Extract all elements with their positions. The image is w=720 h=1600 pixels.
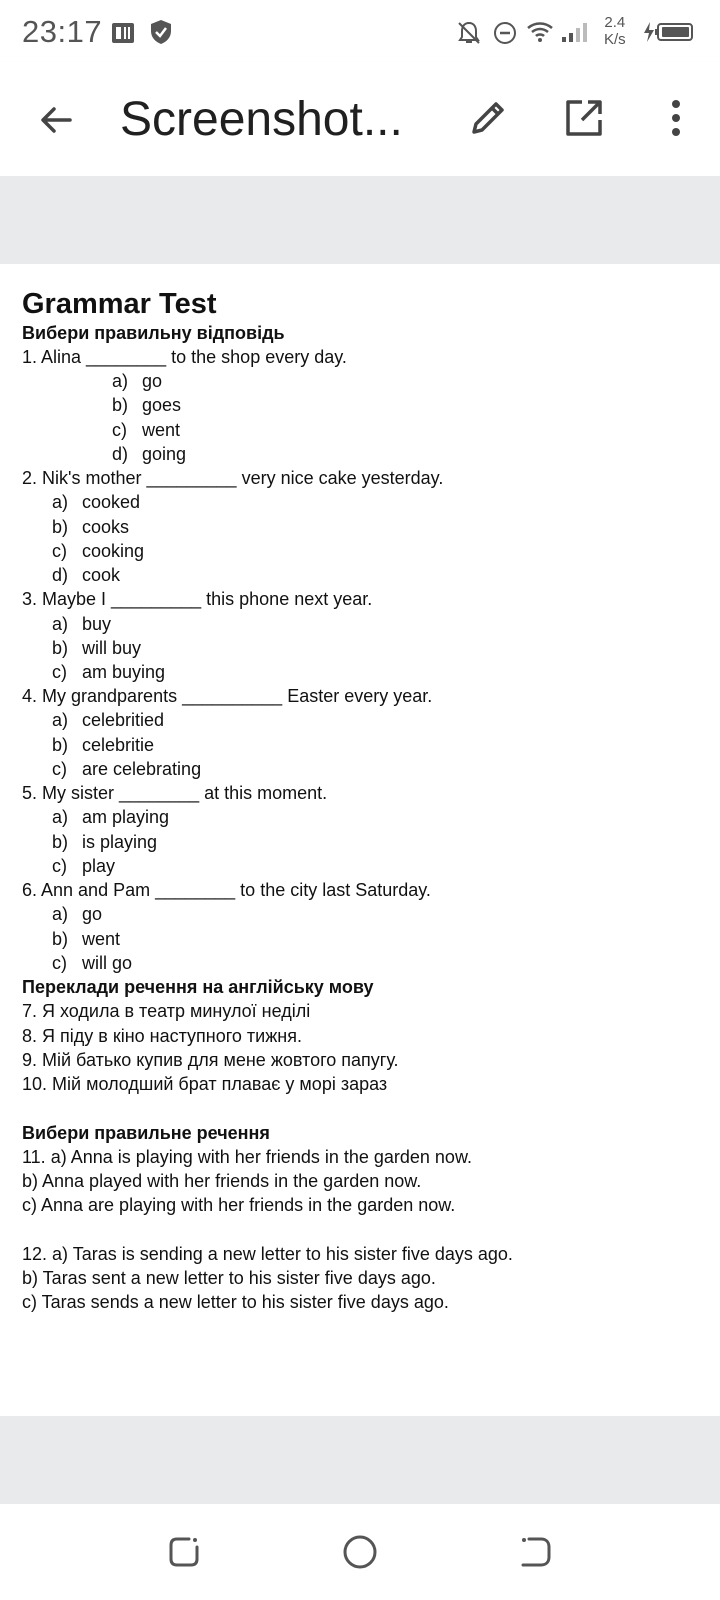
network-speed: 2.4 K/s bbox=[604, 14, 626, 48]
question-1: 1. Alina ________ to the shop every day. bbox=[22, 347, 347, 367]
option: c) am buying bbox=[52, 662, 166, 682]
option: b) goes bbox=[112, 395, 182, 415]
question-5: 5. My sister ________ at this moment. bbox=[22, 783, 328, 803]
translate-sentence: 9. Мій батько купив для мене жовтого папугу. bbox=[22, 1050, 399, 1070]
wifi-icon bbox=[526, 20, 554, 44]
back-nav-icon bbox=[519, 1535, 553, 1569]
option: a) buy bbox=[52, 614, 112, 634]
question-12-option: b) Taras sent a new letter to his sister five days ago. bbox=[22, 1268, 436, 1288]
signal-icon bbox=[560, 20, 590, 44]
option: a) am playing bbox=[52, 807, 170, 827]
viewer-background-top bbox=[0, 176, 720, 264]
question-12-option: 12. a) Taras is sending a new letter to his sister five days ago. bbox=[22, 1244, 513, 1264]
edit-button[interactable] bbox=[458, 88, 518, 148]
question-12-option: c) Taras sends a new letter to his sister five days ago. bbox=[22, 1292, 449, 1312]
document-page[interactable] bbox=[0, 264, 720, 1416]
option: c) are celebrating bbox=[52, 759, 202, 779]
option: d) cook bbox=[52, 565, 121, 585]
app-notification-icon bbox=[110, 20, 136, 46]
open-in-new-icon bbox=[562, 96, 606, 140]
section-heading: Переклади речення на англійську мову bbox=[22, 977, 374, 997]
clock: 23:17 bbox=[22, 14, 103, 49]
section-heading: Вибери правильне речення bbox=[22, 1123, 270, 1143]
more-options-button[interactable] bbox=[646, 88, 706, 148]
recents-button[interactable] bbox=[164, 1532, 204, 1572]
translate-sentence: 10. Мій молодший брат плаває у морі зараз bbox=[22, 1074, 388, 1094]
home-button[interactable] bbox=[340, 1532, 380, 1572]
recents-icon bbox=[167, 1535, 201, 1569]
battery-charging-icon bbox=[640, 20, 696, 44]
option: b) went bbox=[52, 929, 121, 949]
option: c) cooking bbox=[52, 541, 145, 561]
question-11-option: 11. a) Anna is playing with her friends in the garden now. bbox=[22, 1147, 472, 1167]
open-external-button[interactable] bbox=[554, 88, 614, 148]
option: a) go bbox=[112, 371, 163, 391]
option: d) going bbox=[112, 444, 187, 464]
bell-off-icon bbox=[456, 20, 482, 46]
back-nav-button[interactable] bbox=[516, 1532, 556, 1572]
viewer-background-bottom bbox=[0, 1416, 720, 1504]
shield-icon bbox=[148, 18, 174, 46]
option: a) cooked bbox=[52, 492, 141, 512]
pencil-icon bbox=[466, 96, 510, 140]
status-bar bbox=[0, 0, 720, 62]
option: b) celebritie bbox=[52, 735, 155, 755]
page-title: Screenshot... bbox=[120, 93, 403, 146]
arrow-left-icon bbox=[36, 100, 76, 140]
option: a) go bbox=[52, 904, 103, 924]
option: c) went bbox=[112, 420, 181, 440]
translate-sentence: 8. Я піду в кіно наступного тижня. bbox=[22, 1026, 302, 1046]
option: b) will buy bbox=[52, 638, 142, 658]
option: c) will go bbox=[52, 953, 133, 973]
more-vert-icon bbox=[666, 96, 686, 140]
option: b) is playing bbox=[52, 832, 158, 852]
document-title: Grammar Test bbox=[22, 288, 217, 320]
question-2: 2. Nik's mother _________ very nice cake yesterday. bbox=[22, 468, 444, 488]
question-3: 3. Maybe I _________ this phone next year. bbox=[22, 589, 373, 609]
back-button[interactable] bbox=[26, 90, 86, 150]
question-6: 6. Ann and Pam ________ to the city last Saturday. bbox=[22, 880, 431, 900]
system-nav-bar bbox=[0, 1504, 720, 1600]
section-heading: Вибери правильну відповідь bbox=[22, 323, 285, 343]
option: a) celebritied bbox=[52, 710, 165, 730]
question-11-option: b) Anna played with her friends in the garden now. bbox=[22, 1171, 422, 1191]
translate-sentence: 7. Я ходила в театр минулої неділі bbox=[22, 1001, 311, 1021]
option: c) play bbox=[52, 856, 116, 876]
do-not-disturb-icon bbox=[492, 20, 518, 46]
question-11-option: c) Anna are playing with her friends in the garden now. bbox=[22, 1195, 456, 1215]
home-circle-icon bbox=[342, 1534, 378, 1570]
option: b) cooks bbox=[52, 517, 130, 537]
app-bar bbox=[0, 62, 720, 176]
question-4: 4. My grandparents __________ Easter every year. bbox=[22, 686, 433, 706]
